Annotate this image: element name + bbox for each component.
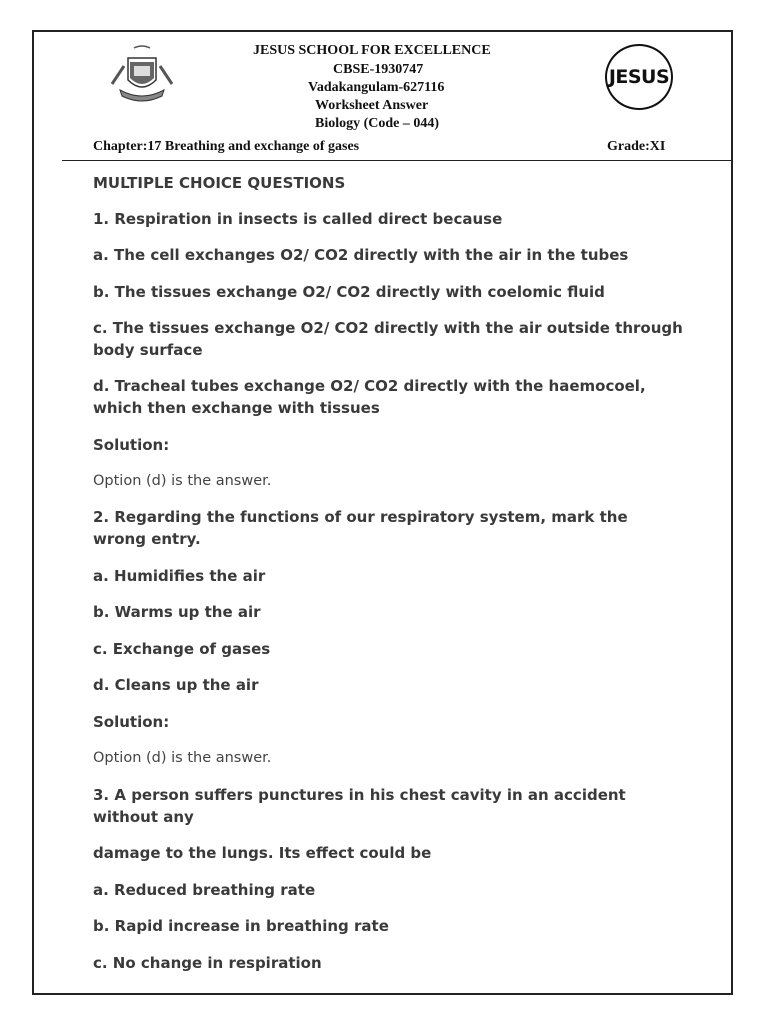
q1-answer: Option (d) is the answer. — [93, 473, 272, 489]
q1-solution-label: Solution: — [93, 436, 170, 454]
question-3-continued: damage to the lungs. Its effect could be — [93, 844, 432, 862]
q1-option-a: a. The cell exchanges O2/ CO2 directly with the air in the tubes — [93, 246, 629, 264]
q2-solution-label: Solution: — [93, 713, 170, 731]
school-location: Vadakangulam-627116 — [308, 80, 445, 95]
q3-option-a: a. Reduced breathing rate — [93, 881, 316, 899]
question-1: 1. Respiration in insects is called direct because — [93, 210, 503, 228]
q3-option-b: b. Rapid increase in breathing rate — [93, 917, 389, 935]
school-crest-icon — [104, 44, 180, 106]
question-2: 2. Regarding the functions of our respiratory system, mark the wrong entry. — [93, 508, 628, 548]
q2-option-b: b. Warms up the air — [93, 603, 261, 621]
grade-label: Grade:XI — [607, 139, 666, 154]
header-divider — [62, 160, 732, 161]
q1-option-b: b. The tissues exchange O2/ CO2 directly with coelomic fluid — [93, 283, 605, 301]
q2-answer: Option (d) is the answer. — [93, 750, 272, 766]
q2-option-d: d. Cleans up the air — [93, 676, 259, 694]
q1-option-d: d. Tracheal tubes exchange O2/ CO2 directly with the haemocoel, which then exchange with tissues — [93, 377, 646, 417]
q2-option-c: c. Exchange of gases — [93, 640, 271, 658]
document-type: Worksheet Answer — [315, 98, 429, 113]
q1-option-c: c. The tissues exchange O2/ CO2 directly with the air outside through body surface — [93, 319, 683, 359]
school-name: JESUS SCHOOL FOR EXCELLENCE — [253, 43, 491, 58]
section-title: MULTIPLE CHOICE QUESTIONS — [93, 174, 346, 192]
q3-option-c: c. No change in respiration — [93, 954, 322, 972]
question-3: 3. A person suffers punctures in his chest cavity in an accident without any — [93, 786, 626, 826]
jesus-logo: JESUS — [605, 44, 673, 110]
affiliation-number: CBSE-1930747 — [333, 62, 424, 77]
subject-title: Biology (Code – 044) — [315, 116, 440, 131]
chapter-title: Chapter:17 Breathing and exchange of gases — [93, 139, 360, 154]
q2-option-a: a. Humidifies the air — [93, 567, 266, 585]
